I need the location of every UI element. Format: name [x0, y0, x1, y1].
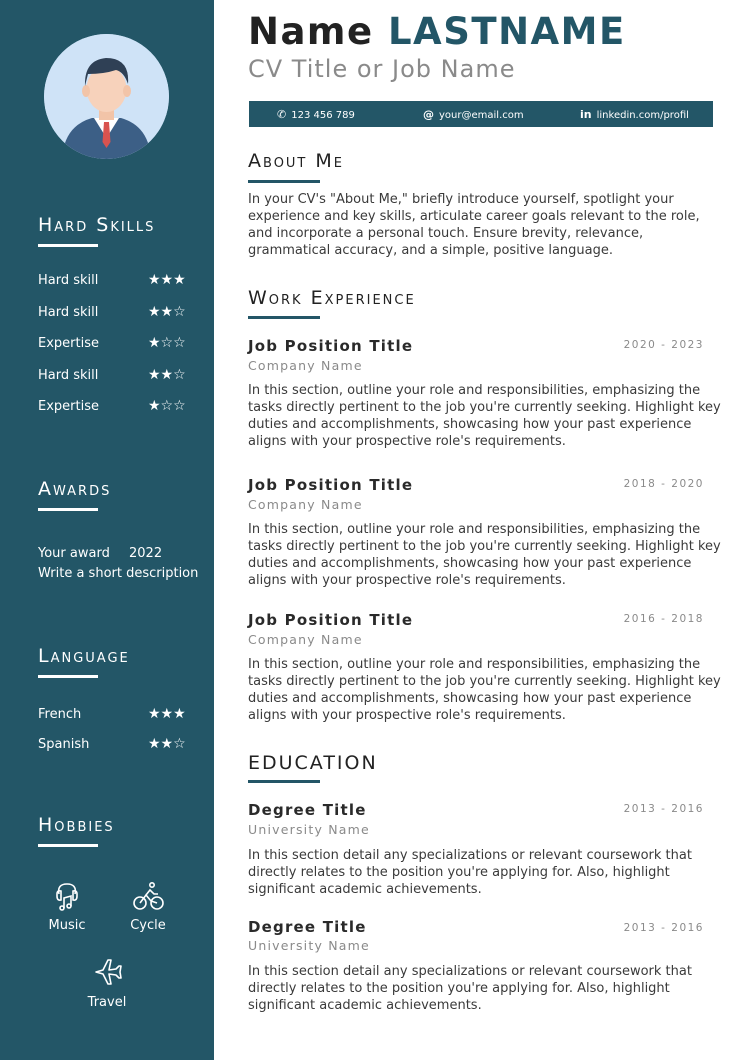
education-heading: EDUCATION [248, 752, 378, 774]
job-description: In this section, outline your role and responsibilities, emphasizing the tasks directly pertinent to the job you're currently seeking. Highlight key duties and accomplishments, showcasing how your past experience aligns with your prospective role's requirements. [248, 522, 721, 588]
phone-icon: ✆ [277, 108, 287, 121]
job-years: 2016 - 2018 [623, 613, 704, 625]
avatar [44, 34, 169, 159]
award-year: 2022 [129, 546, 163, 561]
award-name: Your award [38, 546, 110, 561]
job-title: Job Position Title [248, 611, 414, 629]
linkedin-text: linkedin.com/profil [596, 110, 689, 121]
hobby-label: Travel [87, 995, 127, 1010]
email-text: your@email.com [439, 110, 524, 121]
travel-icon [90, 955, 124, 989]
job-title: Job Position Title [248, 337, 414, 355]
person-avatar-icon [44, 34, 169, 159]
hobby-label: Music [48, 918, 86, 933]
skill-row [38, 336, 188, 354]
language-rule [38, 675, 98, 678]
skill-rating-stars: ★★★ [148, 272, 186, 288]
language-label: French [38, 707, 82, 722]
about-heading: About Me [248, 150, 345, 172]
award-description: Write a short description [38, 566, 199, 581]
hobby-cycle [123, 880, 173, 933]
education-description: In this section detail any specializations or relevant coursework that directly relates to the position you're applying for. Also, highlight significant academic achievements. [248, 964, 692, 1013]
contact-phone[interactable] [277, 108, 355, 121]
skill-row [38, 368, 188, 386]
language-row [38, 707, 188, 725]
about-text: In your CV's "About Me," briefly introduce yourself, spotlight your experience and key skills, articulate career goals relevant to the role, and incorporate a personal touch. Ensure brevity, relevance, grammatical accuracy, and a simple, positive language. [248, 192, 700, 258]
degree-title: Degree Title [248, 801, 367, 819]
experience-heading: Work Experience [248, 287, 416, 309]
contact-email[interactable] [423, 108, 524, 121]
linkedin-icon: in [580, 108, 592, 121]
education-rule [248, 780, 320, 783]
education-years: 2013 - 2016 [623, 803, 704, 815]
skill-rating-stars: ★★☆ [148, 304, 186, 320]
job-years: 2020 - 2023 [623, 339, 704, 351]
skill-row [38, 305, 188, 323]
company-name: Company Name [248, 358, 363, 373]
hobby-label: Cycle [130, 918, 166, 933]
awards-rule [38, 508, 98, 511]
last-name: LASTNAME [387, 10, 626, 53]
hobbies-heading: Hobbies [38, 814, 115, 836]
job-years: 2018 - 2020 [623, 478, 704, 490]
language-row [38, 737, 188, 755]
language-rating-stars: ★★★ [148, 706, 186, 722]
language-heading: Language [38, 645, 130, 667]
job-description: In this section, outline your role and responsibilities, emphasizing the tasks directly pertinent to the job you're currently seeking. Highlight key duties and accomplishments, showcasing how your past experience aligns with your prospective role's requirements. [248, 657, 721, 723]
skill-label: Hard skill [38, 368, 99, 383]
cycle-icon [132, 880, 164, 912]
job-description: In this section, outline your role and responsibilities, emphasizing the tasks directly pertinent to the job you're currently seeking. Highlight key duties and accomplishments, showcasing how your past experience aligns with your prospective role's requirements. [248, 383, 721, 449]
hobby-travel [82, 955, 132, 1010]
skill-row [38, 399, 188, 417]
sidebar [0, 0, 214, 1060]
skill-label: Hard skill [38, 273, 99, 288]
experience-rule [248, 316, 320, 319]
cv-title: CV Title or Job Name [248, 55, 516, 83]
music-icon [51, 880, 83, 912]
hard-skills-rule [38, 244, 98, 247]
hobbies-rule [38, 844, 98, 847]
at-icon: @ [423, 108, 434, 121]
hobby-music [42, 880, 92, 933]
university-name: University Name [248, 938, 370, 953]
job-title: Job Position Title [248, 476, 414, 494]
language-label: Spanish [38, 737, 90, 752]
skill-label: Hard skill [38, 305, 99, 320]
about-rule [248, 180, 320, 183]
skill-rating-stars: ★☆☆ [148, 335, 186, 351]
skill-row [38, 273, 188, 291]
company-name: Company Name [248, 497, 363, 512]
education-years: 2013 - 2016 [623, 922, 704, 934]
language-rating-stars: ★★☆ [148, 736, 186, 752]
first-name: Name [248, 10, 374, 53]
skill-rating-stars: ★★☆ [148, 367, 186, 383]
phone-text: 123 456 789 [291, 110, 355, 121]
full-name [248, 10, 626, 53]
company-name: Company Name [248, 632, 363, 647]
contact-bar [249, 101, 713, 127]
education-description: In this section detail any specializations or relevant coursework that directly relates to the position you're applying for. Also, highlight significant academic achievements. [248, 848, 692, 897]
skill-label: Expertise [38, 336, 99, 351]
skill-label: Expertise [38, 399, 99, 414]
skill-rating-stars: ★☆☆ [148, 398, 186, 414]
degree-title: Degree Title [248, 918, 367, 936]
contact-linkedin[interactable] [580, 108, 689, 121]
awards-heading: Awards [38, 478, 112, 500]
university-name: University Name [248, 822, 370, 837]
hard-skills-heading: Hard Skills [38, 214, 156, 236]
